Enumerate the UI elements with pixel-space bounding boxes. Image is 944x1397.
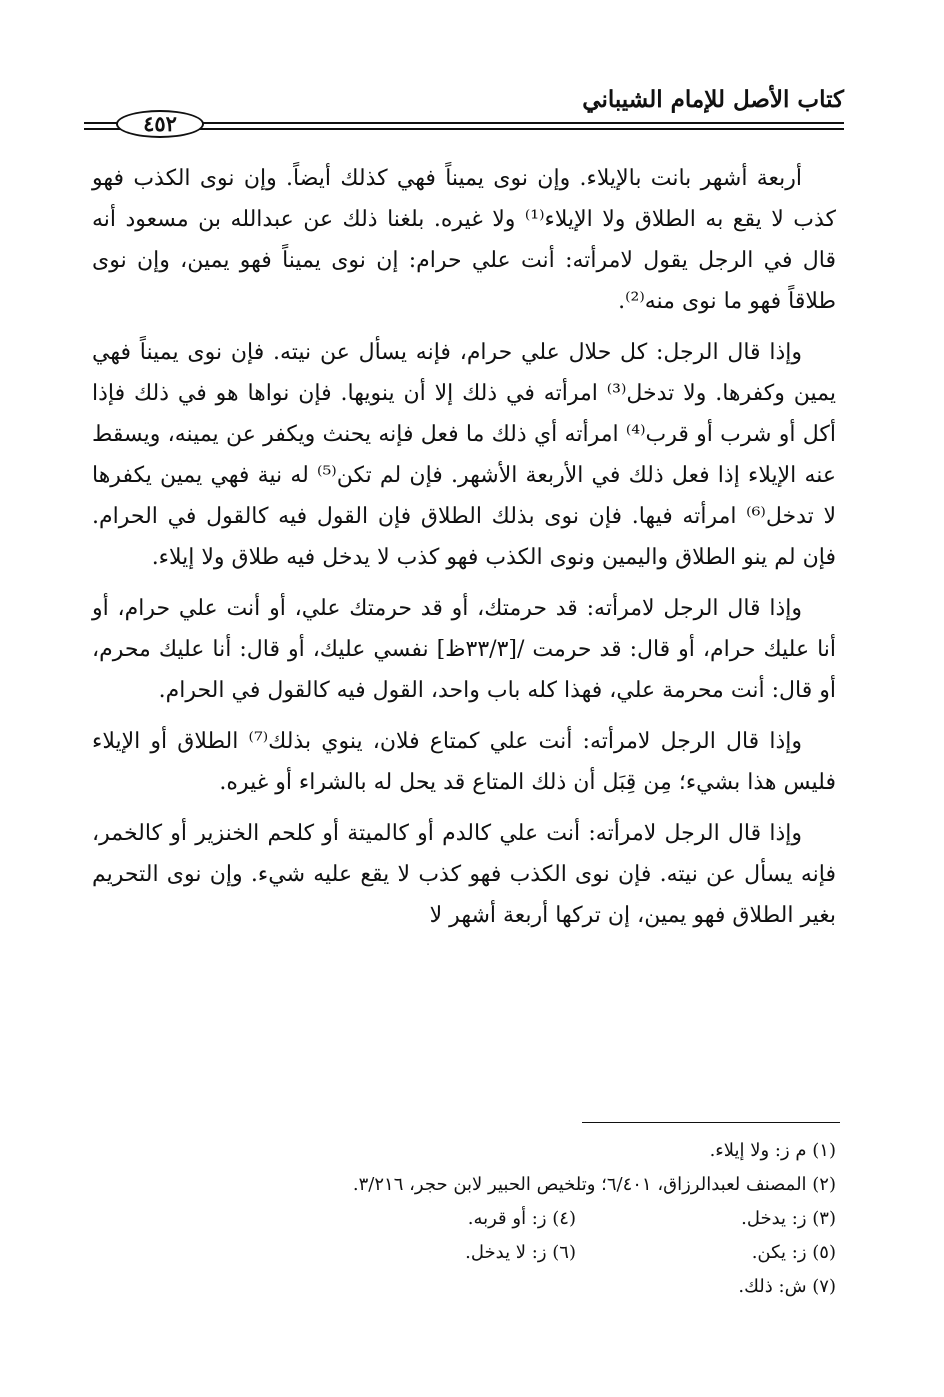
running-title: كتاب الأصل للإمام الشيباني bbox=[582, 86, 844, 113]
footnote: (١) م ز: ولا إيلاء. bbox=[709, 1140, 836, 1161]
page-number: ٤٥٢ bbox=[116, 110, 204, 138]
main-text bbox=[92, 158, 836, 946]
footnote: (٥) ز: يكن. bbox=[751, 1242, 836, 1263]
footnotes bbox=[92, 1134, 836, 1304]
paragraph: وإذا قال الرجل لامرأته: قد حرمتك، أو قد حرمتك علي، أو أنت علي حرام، أو أنا عليك حرام، أو قال: قد حرمت /[٣٣/٣ظ] نفسي عليك، أو قال: أنا عليك محرم، أو قال: أنت محرمة علي، فهذا كله باب واحد، القول فيه كالقول في الحرام. bbox=[92, 596, 837, 703]
footnote-row bbox=[92, 1270, 836, 1304]
paragraph: وإذا قال الرجل: كل حلال علي حرام، فإنه يسأل عن نيته. فإن نوى يميناً فهي يمين وكفرها. ولا تدخل⁽³⁾ امرأته في ذلك إلا أن ينويها. فإن نواها هو في ذلك فإذا أكل أو شرب أو قرب⁽⁴⁾ امرأته أي ذلك ما فعل فإنه يحنث ويكفر عن يمينه، ويسقط عنه الإيلاء إذا فعل ذلك في الأربعة الأشهر. فإن لم تكن⁽⁵⁾ له نية فهي يمين يكفرها لا تدخل⁽⁶⁾ امرأته فيها. فإن نوى بذلك الطلاق فإن القول فيه كالقول في الحرام. فإن لم ينو الطلاق واليمين ونوى الكذب فهو كذب لا يدخل فيه طلاق ولا إيلاء. bbox=[92, 340, 837, 570]
footnote-row bbox=[92, 1134, 836, 1168]
paragraph: وإذا قال الرجل لامرأته: أنت علي كمتاع فلان، ينوي بذلك⁽⁷⁾ الطلاق أو الإيلاء فليس هذا بشيء؛ مِن قِبَل أن ذلك المتاع قد يحل له بالشراء أو غيره. bbox=[92, 729, 836, 795]
paragraph: أربعة أشهر بانت بالإيلاء. وإن نوى يميناً فهي كذلك أيضاً. وإن نوى الكذب فهو كذب لا يقع به الطلاق ولا الإيلاء⁽¹⁾ ولا غيره. بلغنا ذلك عن عبدالله بن مسعود أنه قال في الرجل يقول لامرأته: أنت علي حرام: إن نوى يميناً فهو يمين، وإن نوى طلاقاً فهو ما نوى منه⁽²⁾. bbox=[92, 166, 836, 314]
footnote-row bbox=[92, 1236, 836, 1270]
footnote: (٢) المصنف لعبدالرزاق، ٦/٤٠١؛ وتلخيص الحبير لابن حجر، ٣/٢١٦. bbox=[352, 1174, 836, 1195]
footnote: (٤) ز: أو قربه. bbox=[467, 1208, 576, 1229]
footnote-row bbox=[92, 1202, 836, 1236]
footnote: (٧) ش: ذلك. bbox=[738, 1276, 836, 1297]
paragraph: وإذا قال الرجل لامرأته: أنت علي كالدم أو كالميتة أو كلحم الخنزير أو كالخمر، فإنه يسأل عن نيته. فإن نوى الكذب فهو كذب لا يقع عليه شيء. وإن نوى التحريم بغير الطلاق فهو يمين، إن تركها أربعة أشهر لا bbox=[92, 821, 836, 928]
footnote-row bbox=[92, 1168, 836, 1202]
footnote: (٣) ز: يدخل. bbox=[741, 1208, 836, 1229]
footnote: (٦) ز: لا يدخل. bbox=[465, 1242, 576, 1263]
page-header bbox=[84, 78, 844, 138]
footnote-separator bbox=[582, 1122, 840, 1123]
